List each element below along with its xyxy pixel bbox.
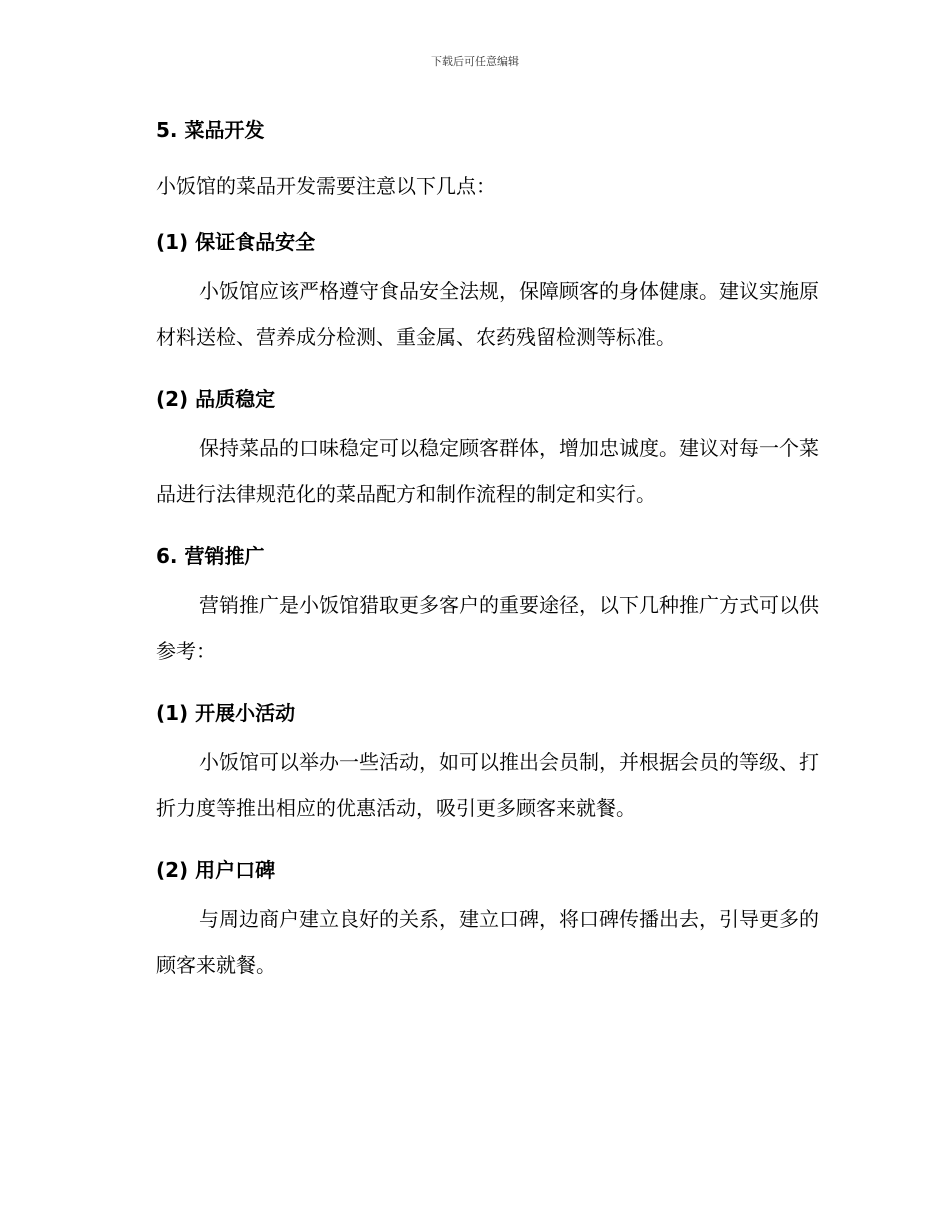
paragraph-line: 与周边商户建立良好的关系，建立口碑，将口碑传播出去，引导更多的 [199, 907, 819, 931]
paragraph-line: 营销推广是小饭馆猎取更多客户的重要途径，以下几种推广方式可以供 [199, 593, 819, 617]
section-6-intro [113, 582, 831, 674]
subsection-5-2-paragraph [113, 425, 831, 517]
subsection-6-1-paragraph [113, 739, 831, 831]
paragraph-line: 品进行法律规范化的菜品配方和制作流程的制定和实行。 [156, 482, 656, 506]
subsection-heading-5-1: (1) 保证食品安全 [156, 230, 316, 254]
paragraph-line: 小饭馆可以举办一些活动，如可以推出会员制，并根据会员的等级、打 [199, 750, 819, 774]
subsection-heading-6-2: (2) 用户口碑 [156, 858, 276, 882]
paragraph-line: 折力度等推出相应的优惠活动，吸引更多顾客来就餐。 [156, 796, 636, 820]
section-heading-5: 5. 菜品开发 [156, 118, 265, 142]
subsection-6-2-paragraph [113, 896, 831, 988]
subsection-5-1-paragraph [113, 268, 831, 360]
document-body [113, 104, 831, 1001]
paragraph-line: 参考： [156, 639, 216, 663]
subsection-heading-6-1: (1) 开展小活动 [156, 701, 296, 725]
page-header: 下载后可任意编辑 [431, 55, 519, 68]
section-5-intro: 小饭馆的菜品开发需要注意以下几点： [156, 174, 496, 198]
paragraph-line: 材料送检、营养成分检测、重金属、农药残留检测等标准。 [156, 325, 676, 349]
section-heading-6: 6. 营销推广 [156, 544, 265, 568]
subsection-heading-5-2: (2) 品质稳定 [156, 387, 276, 411]
paragraph-line: 保持菜品的口味稳定可以稳定顾客群体，增加忠诚度。建议对每一个菜 [199, 436, 819, 460]
paragraph-line: 小饭馆应该严格遵守食品安全法规，保障顾客的身体健康。建议实施原 [199, 279, 819, 303]
paragraph-line: 顾客来就餐。 [156, 953, 276, 977]
